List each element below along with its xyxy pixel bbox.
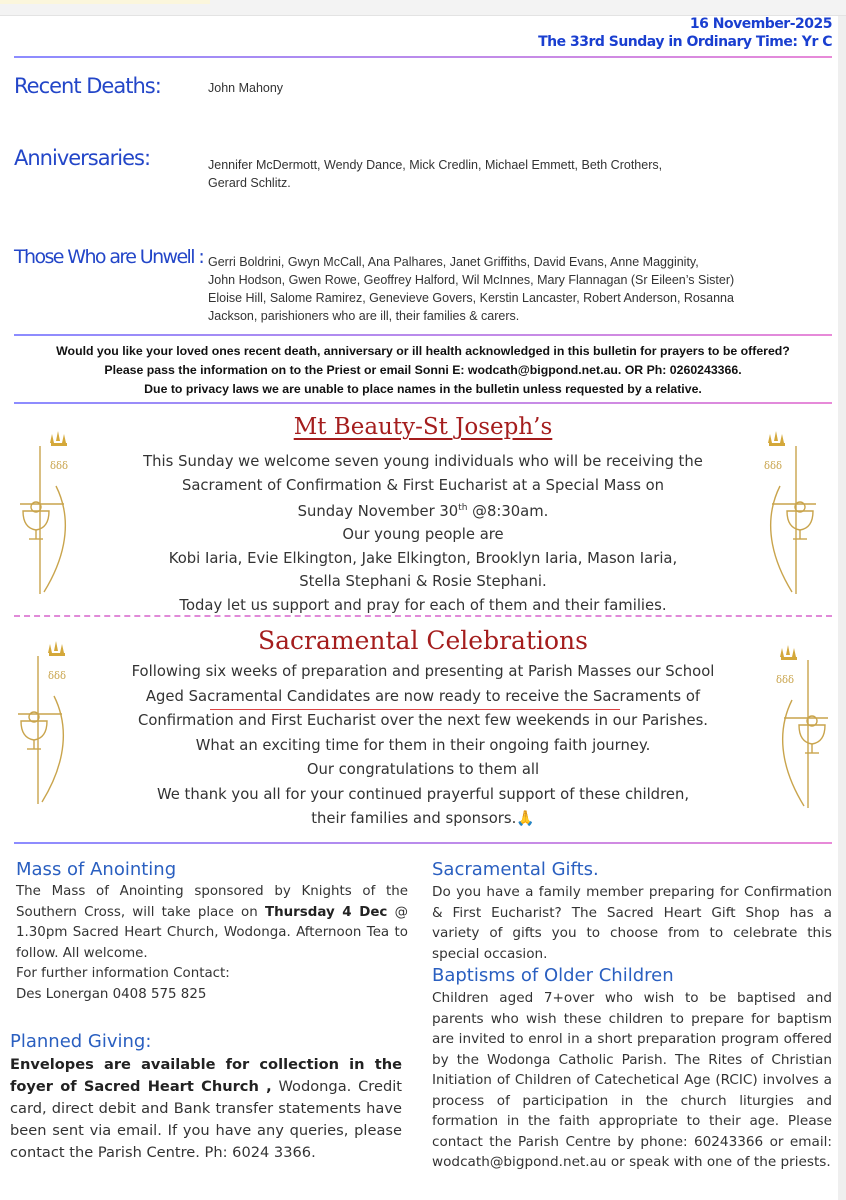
mt-beauty-title: Mt Beauty-St Joseph’s [293,414,553,440]
baptisms-text: Children aged 7+over who wish to be baptised and parents who wish these children to prepare for baptism are invited to enrol in a short preparation program offered by the Wodonga Catholic Parish. The Rites of Christian Initiation of Children of Catechetical Age (RCIC) involves a process of participation in the church liturgies and formation in the faith appropriate to their age. Please contact the Parish Centre by phone: 60243366 or email: wodcath@bigpond.net.au or speak with one of the priests. [432,990,832,1170]
planned-giving-section [10,1030,402,1164]
cross-chalice-icon [772,640,832,810]
cross-chalice-icon [760,426,820,596]
mt-beauty-body: This Sunday we welcome seven young individuals who will be receiving the Sacrament of Confirmation & First Eucharist at a Special Mass on Sunday November 30th @8:30am. Our young people are Kobi Iaria, Evie Elkington, Jake Elkington, Brooklyn Iaria, Mason Iaria, Stella Stephani & Rosie Stephani. Today let us support and pray for each of them and their families. [143,453,703,614]
planned-giving-title: Planned Giving: [10,1031,152,1052]
divider [14,334,832,336]
bulletin-sunday: The 33rd Sunday in Ordinary Time: Yr C [538,34,832,50]
cross-chalice-icon [16,426,76,596]
divider [14,402,832,404]
anointing-section: Mass of Anointing The Mass of Anointing sponsored by Knights of the Southern Cross, will take place on Thursday 4 Dec @ 1.30pm Sacred Heart Church, Wodonga. Afternoon Tea to follow. All welcome. For further information Contact: Des Lonergan 0408 575 825 [16,859,408,1002]
divider [14,615,832,617]
underline-mark [210,709,620,710]
anointing-text: The Mass of Anointing sponsored by Knights of the Southern Cross, will take place on Thursday 4 Dec @ 1.30pm Sacred Heart Church, Wodonga. Afternoon Tea to follow. All welcome. [16,884,408,961]
unwell-label: Those Who are Unwell : [14,246,204,268]
gifts-section [432,858,832,964]
svg-text:δδδ: δδδ [50,461,69,472]
gifts-title: Sacramental Gifts. [432,859,599,880]
sacramental-title: Sacramental Celebrations [258,626,588,655]
svg-text:δδδ: δδδ [764,461,783,472]
planned-giving-text: Envelopes are available for collection in the foyer of Sacred Heart Church , Wodonga. Credit card, direct debit and Bank transfer statements have been sent via email. If you have any queries, please contact the Parish Centre. Ph: 6024 3366. [10,1056,402,1161]
recent-deaths-label: Recent Deaths: [14,74,161,98]
bulletin-date: 16 November-2025 [689,16,832,32]
window-tab [0,0,210,4]
anniversaries-label: Anniversaries: [14,146,151,170]
divider [14,842,832,844]
praying-hands-icon: 🙏 [516,810,535,827]
anointing-title: Mass of Anointing [16,859,177,880]
gifts-text: Do you have a family member preparing for Confirmation & First Eucharist? The Sacred Heart Gift Shop has a variety of gifts you to choose from to celebrate this special occasion. [432,884,832,962]
recent-deaths-names: John Mahony [208,81,284,95]
window-top-strip [0,0,846,16]
anniversaries-names: Jennifer McDermott, Wendy Dance, Mick Credlin, Michael Emmett, Beth Crothers, Gerard Schlitz. [208,158,663,190]
divider [14,56,832,58]
baptisms-title: Baptisms of Older Children [432,965,674,986]
baptisms-section [432,964,832,1173]
cross-chalice-icon [14,636,74,806]
unwell-names: Gerri Boldrini, Gwyn McCall, Ana Palhares, Janet Griffiths, David Evans, Anne Magginity, John Hodson, Gwen Rowe, Geoffrey Halford, Wil McInnes, Mary Flannagan (Sr Eileen’s Sister) Eloise Hill, Salome Ramirez, Genevieve Govers, Kerstin Lancaster, Robert Anderson, Rosanna Jackson, parishioners who are ill, their families & carers. [208,255,735,323]
svg-text:δδδ: δδδ [48,671,67,682]
sacramental-body: Following six weeks of preparation and presenting at Parish Masses our School Aged Sacramental Candidates are now ready to receive the Sacraments of Confirmation and First Eucharist over the next few weekends in our Parishes. What an exciting time for them in their ongoing faith journey. Our congratulations to them all We thank you all for your continued prayerful support of these children, their families and sponsors.🙏 [131,663,715,827]
svg-text:δδδ: δδδ [776,675,795,686]
prayer-notice: Would you like your loved ones recent death, anniversary or ill health acknowledged in this bulletin for prayers to be offered? Please pass the information on to the Priest or email Sonni E: wodcath@bigpond.net.au. OR Ph: 0260243366. Due to privacy laws we are unable to place names in the bulletin unless requested by a relative. [56,344,790,396]
